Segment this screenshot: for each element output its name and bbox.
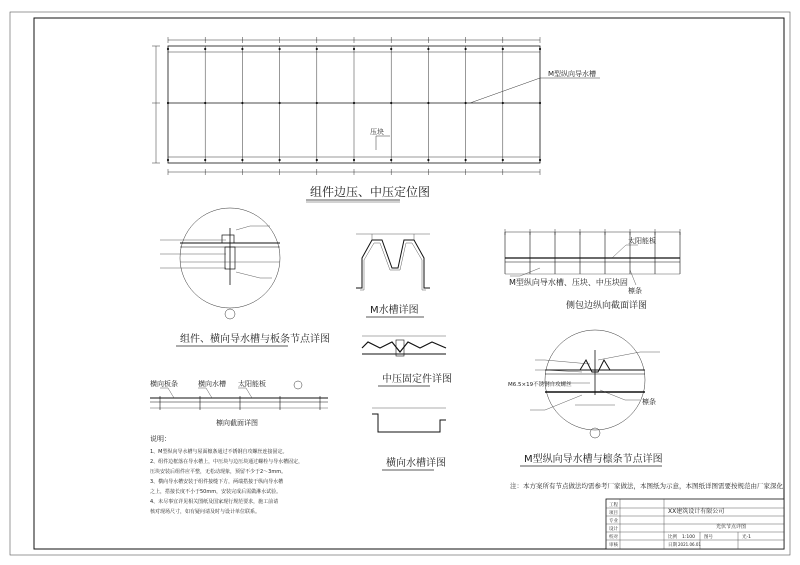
node-a-detail <box>160 208 330 346</box>
tb-sheet-label: 图号 <box>704 535 713 540</box>
title-section-a: 侧包边纵向截面详图 <box>566 301 648 311</box>
tb-row-2: 项目 <box>609 511 618 516</box>
notes-label: 说明： <box>150 435 171 443</box>
plan-clamp-dot <box>465 102 467 104</box>
plan-clamp-dot <box>353 48 355 50</box>
plan-clamp-dot <box>427 48 429 50</box>
plan-clamp-dot <box>390 159 392 161</box>
tb-row-6: 审核 <box>609 543 618 548</box>
plan-clamp-dot <box>279 159 281 161</box>
zhongya-detail <box>362 336 452 386</box>
plan-clamp-dot <box>427 159 429 161</box>
label-m-gutter: M型纵向导水槽 <box>548 70 597 78</box>
plan-clamp-dot <box>390 48 392 50</box>
plan-clamp-dot <box>279 102 281 104</box>
plan-clamp-dot <box>241 102 243 104</box>
plan-clamp-dot <box>204 102 206 104</box>
plan-clamp-dot <box>427 102 429 104</box>
plan-clamp-dot <box>502 48 504 50</box>
plan-clamp-dot <box>241 48 243 50</box>
plan-clamp-dot <box>316 48 318 50</box>
tb-date-value: 2021.06.01 <box>678 542 701 547</box>
node-b-detail <box>508 330 663 466</box>
plan-clamp-dot <box>316 159 318 161</box>
note-line-3: 压块安装后组件应平整，无松动现象，预留不少于2～3mm。 <box>150 469 287 475</box>
label-sec-b-3: 太阳能板 <box>238 380 266 388</box>
tb-scale-label: 比例 <box>668 535 677 540</box>
note-line-2: 2、组件边框落在导水槽上，中压块与边压块通过螺栓与导水槽固定， <box>150 459 304 465</box>
note-line-5: 之上，搭接长度不小于50mm，安装完成后需做淋水试验。 <box>150 489 282 495</box>
plan-clamp-dot <box>204 159 206 161</box>
title-plan-view: 组件边压、中压定位图 <box>310 185 431 199</box>
plan-clamp-dot <box>539 102 541 104</box>
plan-clamp-dot <box>353 102 355 104</box>
label-sec-b-2: 横向水槽 <box>198 380 226 388</box>
tb-sheet-value: 光-1 <box>742 535 751 540</box>
plan-clamp-dot <box>539 48 541 50</box>
plan-clamp-dot <box>353 159 355 161</box>
notes-block <box>150 434 303 515</box>
section-b-detail <box>150 379 328 427</box>
label-sec-a-purlin: 檩条 <box>628 287 642 295</box>
tb-row-1: 工程 <box>609 503 618 508</box>
m-gutter-detail <box>356 234 430 317</box>
plan-clamp-dot <box>539 159 541 161</box>
tb-row-5: 校对 <box>609 535 618 540</box>
note-line-7: 核对现场尺寸，如有疑问请及时与设计单位联系。 <box>150 509 261 515</box>
tb-company: XX建筑设计有限公司 <box>668 508 725 515</box>
tb-row-4: 设计 <box>609 527 618 532</box>
note-line-1: 1、M型纵向导水槽与屋面檩条通过不锈钢自攻螺丝连接固定。 <box>150 449 288 455</box>
section-a-detail <box>505 229 680 311</box>
title-hengxiang: 横向水槽详图 <box>386 458 446 469</box>
plan-clamp-dot <box>465 159 467 161</box>
plan-clamp-dot <box>390 102 392 104</box>
plan-clamp-dot <box>316 102 318 104</box>
tb-date-label: 日期 <box>668 543 677 548</box>
sheet-outer-border <box>10 12 790 555</box>
plan-clamp-dot <box>167 102 169 104</box>
plan-clamp-dot <box>279 48 281 50</box>
label-node-b-purlin: 檩条 <box>642 398 656 406</box>
label-sec-a-gutter: M型纵向导水槽、压块、中压块固 <box>509 278 628 287</box>
title-m-gutter: M水槽详图 <box>370 305 419 316</box>
title-section-b: 檩向截面详图 <box>216 419 258 427</box>
label-sec-b-1: 横向板条 <box>150 380 178 388</box>
title-node-b: M型纵向导水槽与檩条节点详图 <box>524 454 663 465</box>
title-node-a: 组件、横向导水槽与板条节点详图 <box>180 334 330 345</box>
plan-clamp-dot <box>204 48 206 50</box>
plan-view <box>152 37 600 202</box>
label-node-b-bolt: M6.5×19不锈钢自攻螺丝 <box>508 382 572 388</box>
plan-clamp-dot <box>502 159 504 161</box>
label-sec-a-panel: 太阳能板 <box>628 237 656 245</box>
footnote: 注：本方案所有节点做法均需参考厂家做法，本图纸为示意，本图纸详图需要按规范由厂家深化 <box>510 482 783 490</box>
tb-row-3: 专业 <box>609 519 618 524</box>
sheet-inner-border <box>34 18 784 549</box>
label-yakuai: 压块 <box>370 128 384 136</box>
plan-clamp-dot <box>502 102 504 104</box>
plan-clamp-dot <box>167 159 169 161</box>
plan-clamp-dot <box>465 48 467 50</box>
note-line-6: 4、未尽事宜详见相关图纸及国家现行规范要求，施工前请 <box>150 499 279 505</box>
title-block <box>606 499 784 549</box>
tb-drawing-name: 光伏节点详图 <box>716 524 747 530</box>
title-zhongya: 中压固定件详图 <box>382 374 452 385</box>
hengxiang-detail <box>372 408 446 470</box>
tb-scale-value: 1:100 <box>682 535 695 540</box>
note-line-4: 3、横向导水槽安装于组件接缝下方，两端搭接于纵向导水槽 <box>150 479 284 485</box>
plan-clamp-dot <box>167 48 169 50</box>
plan-clamp-dot <box>241 159 243 161</box>
